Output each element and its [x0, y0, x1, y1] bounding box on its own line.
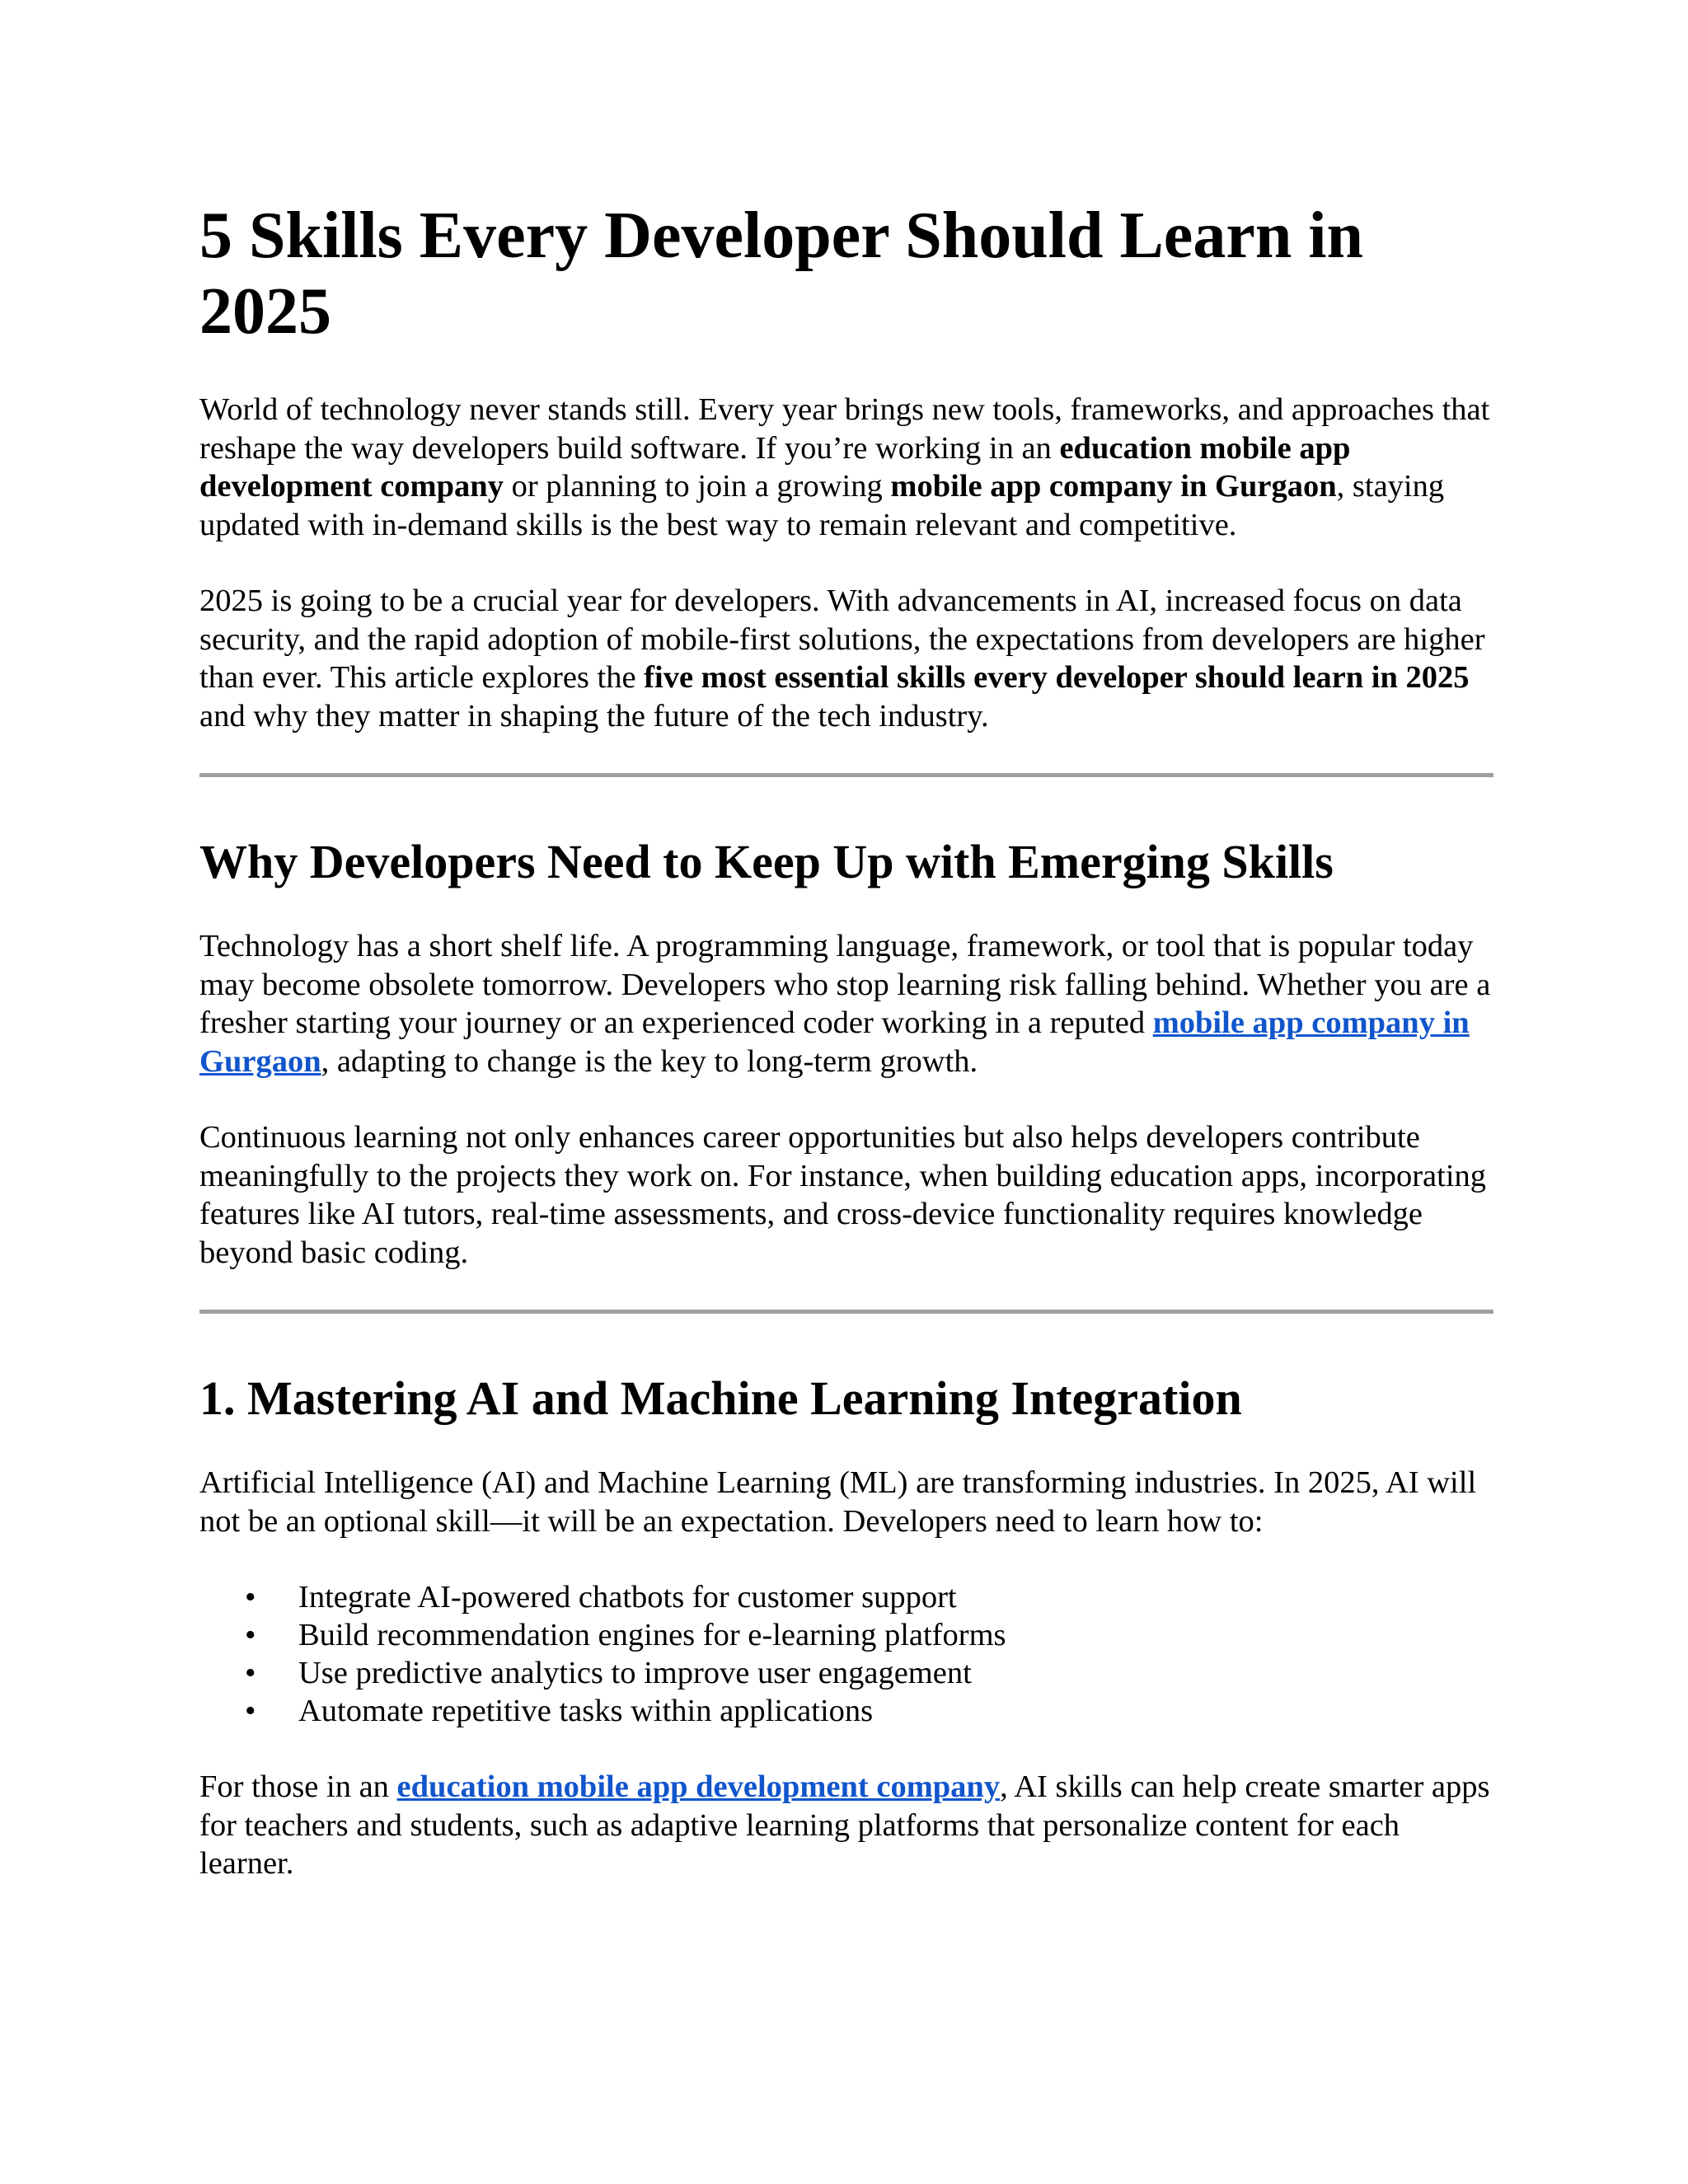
bold-text: five most essential skills every developer should learn in 2025: [644, 660, 1470, 695]
why-paragraph-2: Continuous learning not only enhances career opportunities but also helps developers contribute meaningfully to the projects they work on. For instance, when building education apps, incorporating features like AI tutors, real-time assessments, and cross-device functionality requires knowledge beyond basic coding.: [199, 1120, 1487, 1270]
bullet-icon: •: [245, 1618, 256, 1652]
divider: [199, 773, 1493, 777]
text-run: , AI skills can help create smarter apps for teachers and students, such as adaptive learning platforms that personalize content for each learner.: [199, 1769, 1490, 1881]
intro-paragraph-1: [199, 391, 1493, 544]
ai-paragraph-2: [199, 1768, 1493, 1883]
bold-text: mobile app company in Gurgaon: [890, 469, 1337, 504]
text-run: and why they matter in shaping the future of the tech industry.: [199, 698, 989, 733]
list-item: [199, 1692, 1493, 1730]
list-item-text: Automate repetitive tasks within applications: [298, 1694, 874, 1728]
bold-text: education mobile app development company: [199, 430, 1351, 504]
intro-paragraph-2: [199, 582, 1493, 735]
list-item-text: Use predictive analytics to improve user engagement: [298, 1656, 972, 1690]
list-item: [199, 1616, 1493, 1654]
article-body: [199, 198, 1493, 1921]
text-run: or planning to join a growing: [503, 469, 891, 504]
bullet-icon: •: [245, 1580, 256, 1615]
page-title: 5 Skills Every Developer Should Learn in 2025: [199, 199, 1364, 348]
section-heading-ai: 1. Mastering AI and Machine Learning Integration: [199, 1371, 1242, 1425]
bullet-icon: •: [245, 1694, 256, 1728]
ai-skills-list: [199, 1578, 1493, 1730]
list-item: [199, 1578, 1493, 1616]
link-education-app-company[interactable]: education mobile app development company: [396, 1769, 1001, 1804]
list-item: [199, 1654, 1493, 1692]
text-run: 2025 is going to be a crucial year for developers. With advancements in AI, increased focus on data security, and the rapid adoption of mobile-first solutions, the expectations from developers are higher than ever. This article explores the: [199, 583, 1485, 695]
divider: [199, 1310, 1493, 1314]
bullet-icon: •: [245, 1656, 256, 1690]
list-item-text: Integrate AI-powered chatbots for customer support: [298, 1580, 957, 1615]
text-run: World of technology never stands still. Every year brings new tools, frameworks, and approaches that reshape the way developers build software. If you’re working in an: [199, 392, 1490, 466]
why-paragraph-1: [199, 927, 1493, 1080]
text-run: , adapting to change is the key to long-term growth.: [321, 1043, 978, 1079]
text-run: , staying updated with in-demand skills is the best way to remain relevant and competitive.: [199, 469, 1445, 542]
text-run: For those in an: [199, 1769, 397, 1804]
text-run: Technology has a short shelf life. A programming language, framework, or tool that is popular today may become obsolete tomorrow. Developers who stop learning risk falling behind. Whether you are a fresher starting your journey or an experienced coder working in a reputed: [199, 929, 1491, 1040]
link-mobile-app-company[interactable]: mobile app company in Gurgaon: [199, 1005, 1470, 1079]
section-heading-why: Why Developers Need to Keep Up with Emerging Skills: [199, 835, 1334, 888]
ai-paragraph-1: Artificial Intelligence (AI) and Machine Learning (ML) are transforming industries. In 2025, AI will not be an optional skill—it will be an expectation. Developers need to learn how to:: [199, 1465, 1477, 1539]
list-item-text: Build recommendation engines for e-learning platforms: [298, 1618, 1006, 1652]
